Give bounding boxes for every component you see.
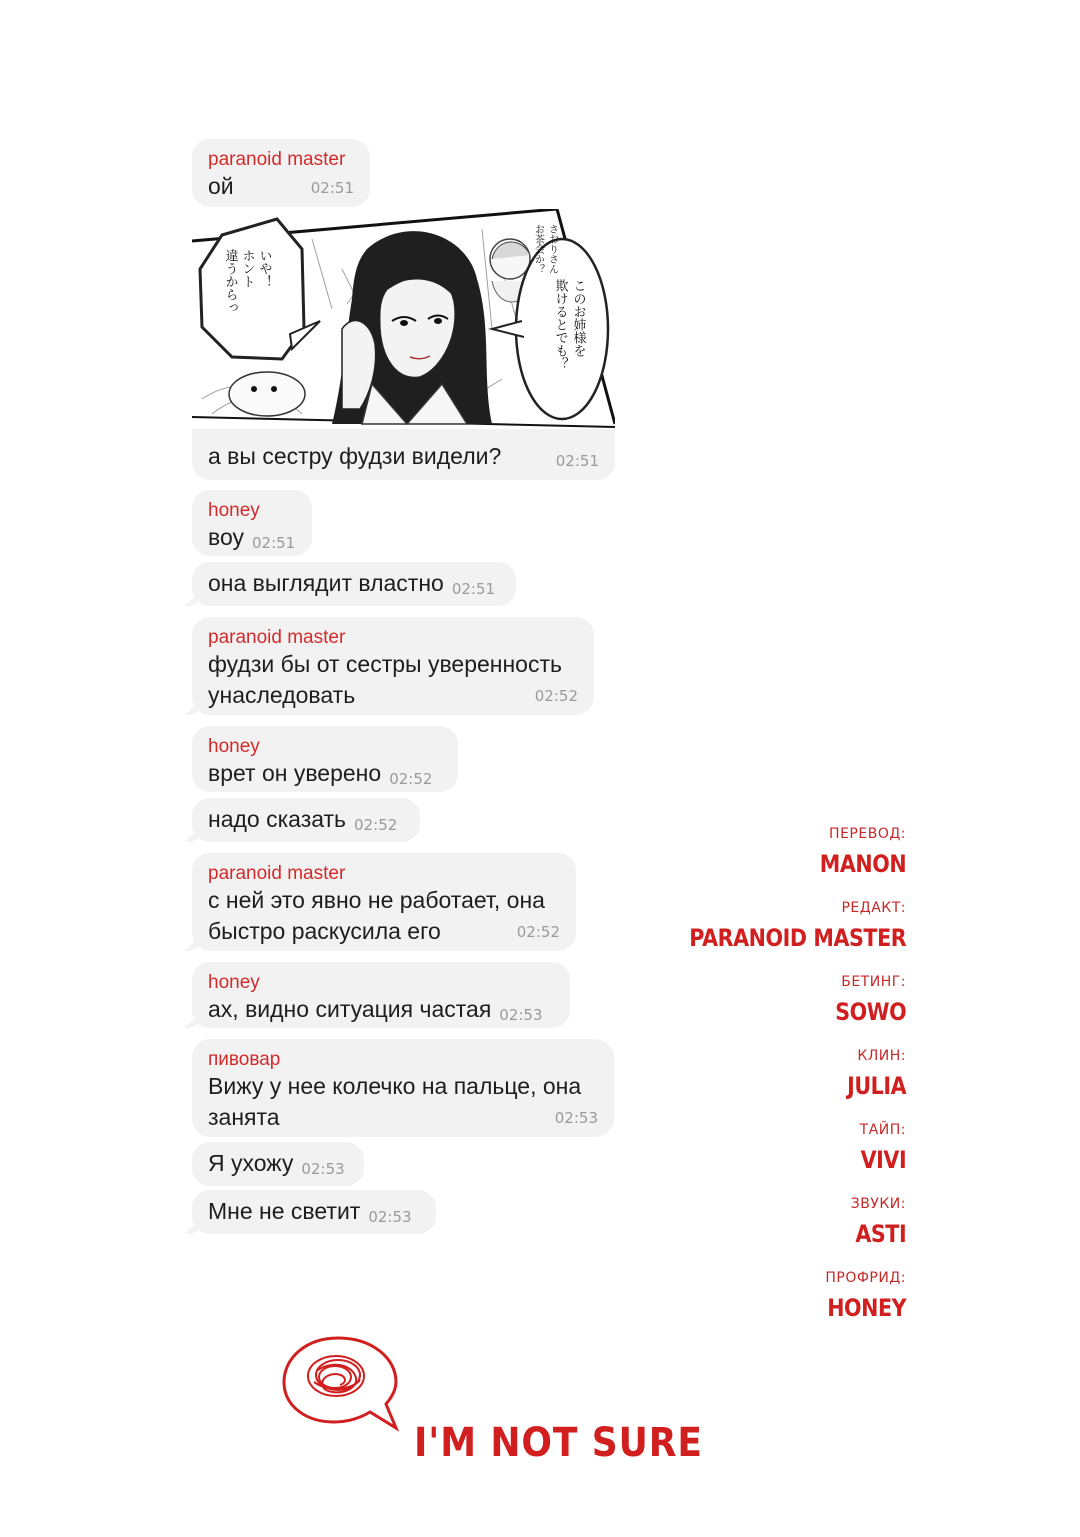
message-bubble[interactable] [192,962,570,1028]
manga-text-left: いや！ [256,249,272,288]
credit-value: SOWO [834,998,906,1026]
message-bubble[interactable] [192,1142,364,1186]
message-bubble[interactable] [192,1039,614,1137]
message-time: 02:52 [534,687,578,705]
svg-text:お茶会か？: お茶会か？ [532,224,544,274]
message-text: она выглядит властно 02:51 [208,570,496,598]
credit-entry [654,826,906,900]
message-text: занята [208,1104,280,1130]
credit-entry [654,1048,906,1122]
message-bubble[interactable] [192,562,516,606]
credit-label: КЛИН: [857,1048,906,1064]
message-text: врет он уверено 02:52 [208,760,433,788]
message-bubble[interactable] [192,139,370,207]
message-text: ах, видно ситуация частая 02:53 [208,996,543,1024]
message-text: фудзи бы от сестры уверенность [208,651,562,677]
message-sender: пивовар [208,1049,281,1070]
credit-value: MANON [819,850,906,878]
manga-panel-image[interactable] [192,209,615,429]
message-time: 02:52 [389,770,433,788]
credit-entry [654,900,906,974]
message-sender: honey [208,500,260,521]
message-text: Я ухожу 02:53 [208,1150,345,1178]
message-bubble[interactable] [192,853,576,951]
credit-value: HONEY [827,1294,906,1322]
message-sender: honey [208,736,260,757]
speech-bubble-scribble-icon [278,1330,408,1445]
message-sender: honey [208,972,260,993]
message-time: 02:53 [499,1006,543,1024]
svg-text:違うからっ: 違うからっ [222,249,238,314]
message-bubble[interactable] [192,617,594,715]
message-text: с ней это явно не работает, она [208,887,545,913]
message-text: унаследовать [208,682,356,708]
message-time: 02:53 [301,1160,345,1178]
credit-label: ПРОФРИД: [825,1270,906,1286]
credit-entry [654,1196,906,1270]
message-text: надо сказать 02:52 [208,806,398,834]
message-text: воу 02:51 [208,524,296,552]
message-time: 02:51 [252,534,296,552]
credits-block [654,826,906,1344]
message-time: 02:53 [554,1109,598,1127]
credit-label: ПЕРЕВОД: [829,826,906,842]
message-sender: paranoid master [208,149,346,170]
message-sender: paranoid master [208,863,346,884]
message-text: ой [208,173,234,199]
credit-entry [654,974,906,1048]
message-time: 02:52 [516,923,560,941]
message-text: а вы сестру фудзи видели? [208,443,502,469]
manga-dog [229,372,305,416]
credit-entry [654,1270,906,1344]
message-bubble[interactable] [192,726,458,792]
message-text: Вижу у нее колечко на пальце, она [208,1073,582,1099]
credit-value: VIVI [860,1146,906,1174]
message-time: 02:53 [368,1208,412,1226]
message-bubble[interactable] [192,798,420,842]
message-text: Мне не светит 02:53 [208,1198,412,1226]
credit-label: РЕДАКТ: [841,900,906,916]
message-time: 02:51 [555,452,599,470]
svg-text:ホント: ホント [239,249,255,288]
manga-text-top-right: さおりさん [546,224,558,274]
message-time: 02:51 [451,580,496,598]
svg-text:欺けるとでも？: 欺けるとでも？ [552,279,568,370]
message-sender: paranoid master [208,627,346,648]
message-time: 02:51 [310,179,354,197]
manga-text-right: このお姉様を [570,279,586,357]
credit-label: БЕТИНГ: [841,974,906,990]
image-message-bubble[interactable] [192,209,615,480]
message-bubble[interactable] [192,490,312,556]
credit-value: JULIA [846,1072,906,1100]
message-bubble[interactable] [192,1190,436,1234]
credit-entry [654,1122,906,1196]
credit-label: ТАЙП: [859,1122,906,1138]
credit-value: ASTI [855,1220,906,1248]
credit-value: PARANOID MASTER [689,924,906,952]
message-time: 02:52 [354,816,398,834]
brand-name: I'M NOT SURE [414,1420,703,1466]
message-text: быстро раскусила его [208,918,441,944]
credit-label: ЗВУКИ: [850,1196,906,1212]
